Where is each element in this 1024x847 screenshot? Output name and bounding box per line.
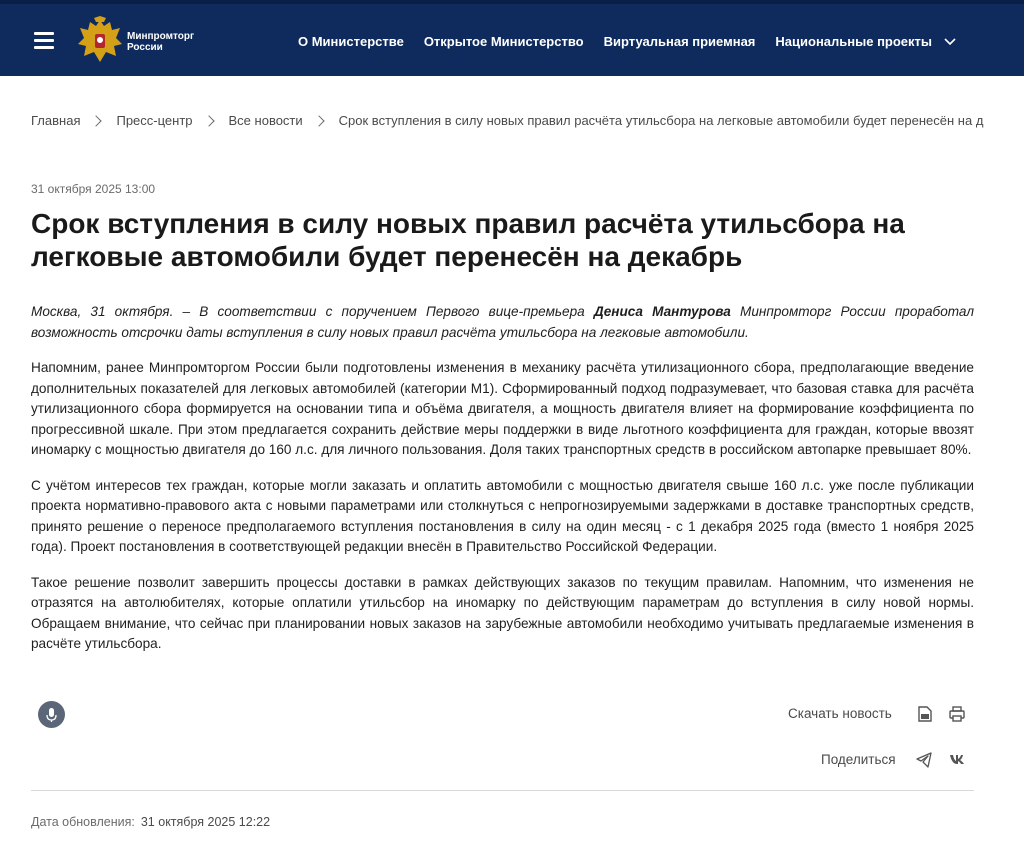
article-paragraph: С учётом интересов тех граждан, которые могли заказать и оплатить автомобили с мощностью двигателя свыше 160 л.с. уже после публикации проекта нормативно-правового акта с новыми параметрами или столкнуться с непрогнозируемыми задержками в доставке транспортных средств, принято решение о переносе предполагаемого вступления постановления в силу на один месяц - с 1 декабря 2025 года (вместо 1 ноября 2025 года). Проект постановления в соответствующей редакции внесён в Правительство Российской Федерации. [31,477,974,554]
page-title: Срок вступления в силу новых правил расчёта утильсбора на легковые автомобили будет перенесён на декабрь [31,208,905,272]
printer-icon[interactable] [949,706,965,722]
brand-line-2: России [127,42,163,53]
breadcrumb-current: Срок вступления в силу новых правил расчёта утильсбора на легковые автомобили будет перенесён на д [338,113,984,128]
article-paragraph: Напомним, ранее Минпромторгом России были подготовлены изменения в механику расчёта утилизационного сбора, предполагающие введение дополнительных показателей для легковых автомобилей (категории М1). Сформированный подход подразумевает, что базовая ставка для расчёта утилизационного сбора формируется на основании типа и объёма двигателя, а мощность двигателя влияет на формирование коэффициента по прогрессивной шкале. При этом предлагается сохранить действие меры поддержки в виде льготного коэффициента для граждан, которые ввозят иномарку с мощностью двигателя до 160 л.с. для личного пользования. Доля таких транспортных средств в российском автопарке превышает 80%. [31,360,974,457]
document-download-icon[interactable] [918,706,932,722]
breadcrumb-press-center[interactable]: Пресс-центр [116,113,193,128]
article-paragraph: Такое решение позволит завершить процессы доставки в рамках действующих заказов по текущим правилам. Напомним, что изменения не отразятся на автолюбителях, которые оплатили утильсбор на иномарку по действующим параметрам до вступления в силу новой нормы. Обращаем внимание, что сейчас при планировании новых заказов на зарубежные автомобили необходимо учитывать предлагаемые изменения в расчёте утильсбора. [31,574,974,651]
chevron-right-icon [203,115,214,126]
update-date [31,815,270,829]
main-navigation [298,34,952,49]
nav-virtual-reception[interactable]: Виртуальная приемная [603,34,756,49]
nav-about-ministry[interactable]: О Министерстве [298,34,404,49]
update-date-label: Дата обновления: [31,815,135,829]
nav-open-ministry[interactable]: Открытое Министерство [423,34,584,49]
lead-text-end: Минпромторг России проработал возможность отсрочки даты вступления в силу новых правил расчёта утильсбора на легковые автомобили. [31,304,974,340]
chevron-right-icon [313,115,324,126]
chevron-right-icon [91,115,102,126]
breadcrumb [31,113,983,128]
listen-button[interactable] [38,701,65,728]
vk-icon[interactable] [949,752,965,766]
brand-name[interactable] [127,31,194,53]
nav-national-projects[interactable]: Национальные проекты [775,34,933,49]
share-label: Поделиться [821,752,896,767]
update-date-value: 31 октября 2025 12:22 [140,815,271,829]
article-body [31,302,974,670]
russian-coat-of-arms-icon[interactable] [76,16,124,68]
microphone-icon [38,701,65,728]
lead-text-start: Москва, 31 октября. – В соответствии с поручением Первого вице-премьера [31,304,594,319]
breadcrumb-home[interactable]: Главная [31,113,81,128]
lead-person-name: Дениса Мантурова [593,304,731,319]
footer-divider [31,790,974,791]
breadcrumb-all-news[interactable]: Все новости [228,113,303,128]
publication-date: 31 октября 2025 13:00 [31,182,156,196]
telegram-icon[interactable] [916,752,932,768]
brand-line-1: Минпромторг [127,31,195,42]
chevron-down-icon[interactable] [943,34,957,48]
article-lead [31,302,974,343]
hamburger-menu-icon[interactable] [34,32,54,50]
top-navigation-bar [0,0,1024,76]
download-news-link[interactable]: Скачать новость [788,706,892,721]
